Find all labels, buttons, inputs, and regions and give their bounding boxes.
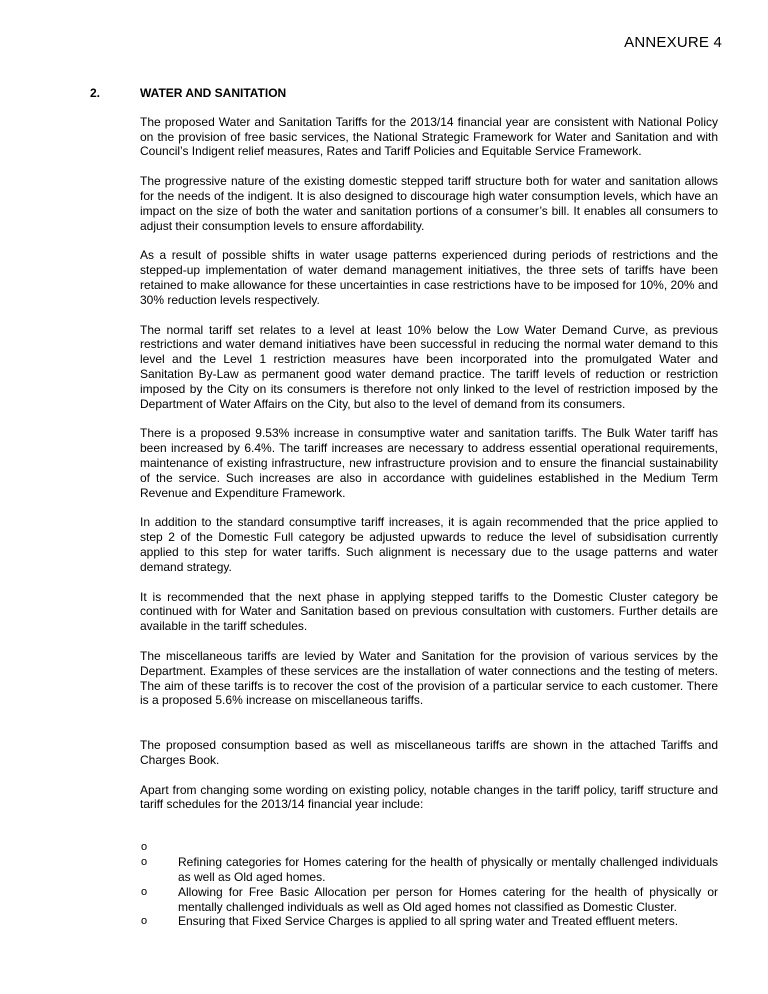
list-item bbox=[140, 840, 718, 855]
paragraph: The miscellaneous tariffs are levied by Water and Sanitation for the provision of various services by the Department. Examples of these services are the installation of water connections and the testing of meters. The aim of these tariffs is to recover the cost of the provision of a particular service to each customer. There is a proposed 5.6% increase on miscellaneous tariffs. bbox=[140, 648, 718, 708]
bullet-marker: o bbox=[141, 841, 148, 854]
paragraph: In addition to the standard consumptive tariff increases, it is again recommended that the price applied to step 2 of the Domestic Full category be adjusted upwards to reduce the level of subsidisation currently applied to this step for water tariffs. Such alignment is necessary due to the usage patterns and water demand strategy. bbox=[140, 515, 718, 574]
paragraph: Apart from changing some wording on existing policy, notable changes in the tariff policy, tariff structure and tariff schedules for the 2013/14 financial year include: bbox=[140, 782, 718, 812]
list-item-text: Refining categories for Homes catering for the health of physically or mentally challenged individuals as well as Old aged homes. bbox=[178, 855, 718, 885]
list-item bbox=[140, 855, 718, 885]
paragraph: As a result of possible shifts in water usage patterns experienced during periods of restrictions and the stepped-up implementation of water demand management initiatives, the three sets of tariffs have been retained to make allowance for these uncertainties in case restrictions have to be imposed for 10%, 20% and 30% reduction levels respectively. bbox=[140, 248, 718, 307]
paragraph: There is a proposed 9.53% increase in consumptive water and sanitation tariffs. The Bulk Water tariff has been increased by 6.4%. The tariff increases are necessary to address essential operational requirements, maintenance of existing infrastructure, new infrastructure provision and to ensure the financial sustainability of the service. Such increases are also in accordance with guidelines established in the Medium Term Revenue and Expenditure Framework. bbox=[140, 426, 718, 500]
list-item bbox=[140, 885, 718, 915]
bullet-marker: o bbox=[141, 915, 148, 928]
paragraph: The proposed Water and Sanitation Tariffs for the 2013/14 financial year are consistent with National Policy on the provision of free basic services, the National Strategic Framework for Water and Sanitation and with Council’s Indigent relief measures, Rates and Tariff Policies and Equitable Service Framework. bbox=[140, 114, 718, 159]
section-title: WATER AND SANITATION bbox=[140, 86, 287, 100]
bullet-marker: o bbox=[141, 856, 148, 869]
list-item-text: Allowing for Free Basic Allocation per person for Homes catering for the health of physically or mentally challenged individuals as well as Old aged homes not classified as Domestic Cluster. bbox=[178, 884, 718, 914]
section-number: 2. bbox=[90, 86, 101, 100]
bullet-marker: o bbox=[141, 885, 148, 898]
annexure-label: ANNEXURE 4 bbox=[624, 34, 722, 51]
section-body bbox=[140, 86, 718, 929]
paragraph: The proposed consumption based as well as miscellaneous tariffs are shown in the attached Tariffs and Charges Book. bbox=[140, 738, 718, 767]
bullet-list bbox=[140, 840, 718, 929]
paragraph: The progressive nature of the existing domestic stepped tariff structure both for water and sanitation allows for the needs of the indigent. It is also designed to discourage high water consumption levels, which have an impact on the size of both the water and sanitation portions of a consumer’s bill. It enables all consumers to adjust their consumption levels to ensure affordability. bbox=[140, 174, 718, 233]
paragraph: The normal tariff set relates to a level at least 10% below the Low Water Demand Curve, as previous restrictions and water demand initiatives have been successful in reducing the normal water demand to this level and the Level 1 restriction measures have been incorporated into the promulgated Water and Sanitation By-Law as permanent good water demand practice. The tariff levels of reduction or restriction imposed by the City on its consumers is therefore not only linked to the level of restriction imposed by the Department of Water Affairs on the City, but also to the level of demand from its consumers. bbox=[140, 322, 718, 411]
list-item-text: Ensuring that Fixed Service Charges is applied to all spring water and Treated effluent meters. bbox=[178, 914, 679, 929]
list-item bbox=[140, 914, 718, 929]
paragraph: It is recommended that the next phase in applying stepped tariffs to the Domestic Cluster category be continued with for Water and Sanitation based on previous consultation with customers. Further details are available in the tariff schedules. bbox=[140, 589, 718, 634]
